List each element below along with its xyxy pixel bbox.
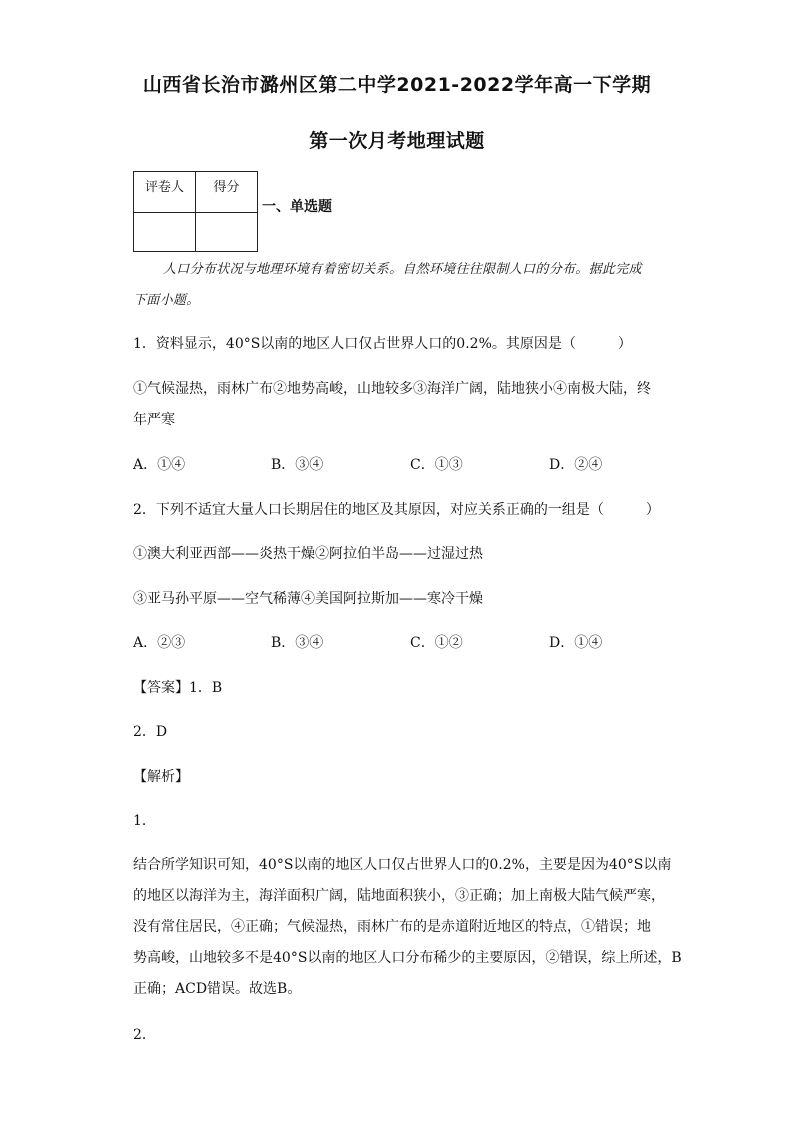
reviewer-header: 评卷人 [134,172,196,213]
analysis-body-line-3: 没有常住居民，④正确；气候湿热，雨林广布的是赤道附近地区的特点，①错误；地 [133,919,651,935]
intro-line-2: 下面小题。 [133,293,200,308]
score-header: 得分 [196,172,258,213]
title-line-1: 山西省长治市潞州区第二中学2021-2022学年高一下学期 [142,74,652,96]
title-line-2: 第一次月考地理试题 [309,130,485,152]
analysis-item-1-number: 1． [133,813,156,829]
score-table [133,171,258,252]
question-1-stem: 1．资料显示，40°S以南的地区人口仅占世界人口的0.2%。其原因是（ ） [133,336,632,352]
answer-line-2: 2．D [133,724,168,740]
question-1-items-line-1: ①气候湿热，雨林广布②地势高峻，山地较多③海洋广阔，陆地狭小④南极大陆，终 [133,381,651,397]
q2-option-a: A．②③ [133,635,186,651]
question-2-items-line-2: ③亚马孙平原——空气稀薄④美国阿拉斯加——寒冷干燥 [133,591,483,607]
intro-line-1: 人口分布状况与地理环境有着密切关系。自然环境往往限制人口的分布。据此完成 [163,262,642,277]
q1-option-c: C．①③ [410,457,463,473]
q2-option-c: C．①② [410,635,463,651]
q1-option-a: A．①④ [133,457,186,473]
analysis-label: 【解析】 [133,769,189,785]
analysis-item-2-number: 2． [133,1027,156,1043]
q1-option-b: B．③④ [271,457,324,473]
analysis-body-line-4: 势高峻，山地较多不是40°S以南的地区人口分布稀少的主要原因，②错误，综上所述，B [133,950,682,966]
analysis-body-line-2: 的地区以海洋为主，海洋面积广阔，陆地面积狭小，③正确；加上南极大陆气候严寒， [133,888,665,904]
analysis-body-line-5: 正确；ACD错误。故选B。 [133,981,302,997]
question-2-stem: 2．下列不适宜大量人口长期居住的地区及其原因，对应关系正确的一组是（ ） [133,502,660,518]
question-1-items-line-2: 年严寒 [133,412,175,428]
question-2-items-line-1: ①澳大利亚西部——炎热干燥②阿拉伯半岛——过湿过热 [133,546,483,562]
answer-label: 【答案】1．B [133,680,223,696]
analysis-body-line-1: 结合所学知识可知，40°S以南的地区人口仅占世界人口的0.2%，主要是因为40°S以南 [133,857,672,873]
q1-option-d: D．②④ [549,457,603,473]
reviewer-cell [134,213,196,252]
section-heading: 一、单选题 [262,199,332,215]
score-cell [196,213,258,252]
q2-option-d: D．①④ [549,635,603,651]
q2-option-b: B．③④ [271,635,324,651]
